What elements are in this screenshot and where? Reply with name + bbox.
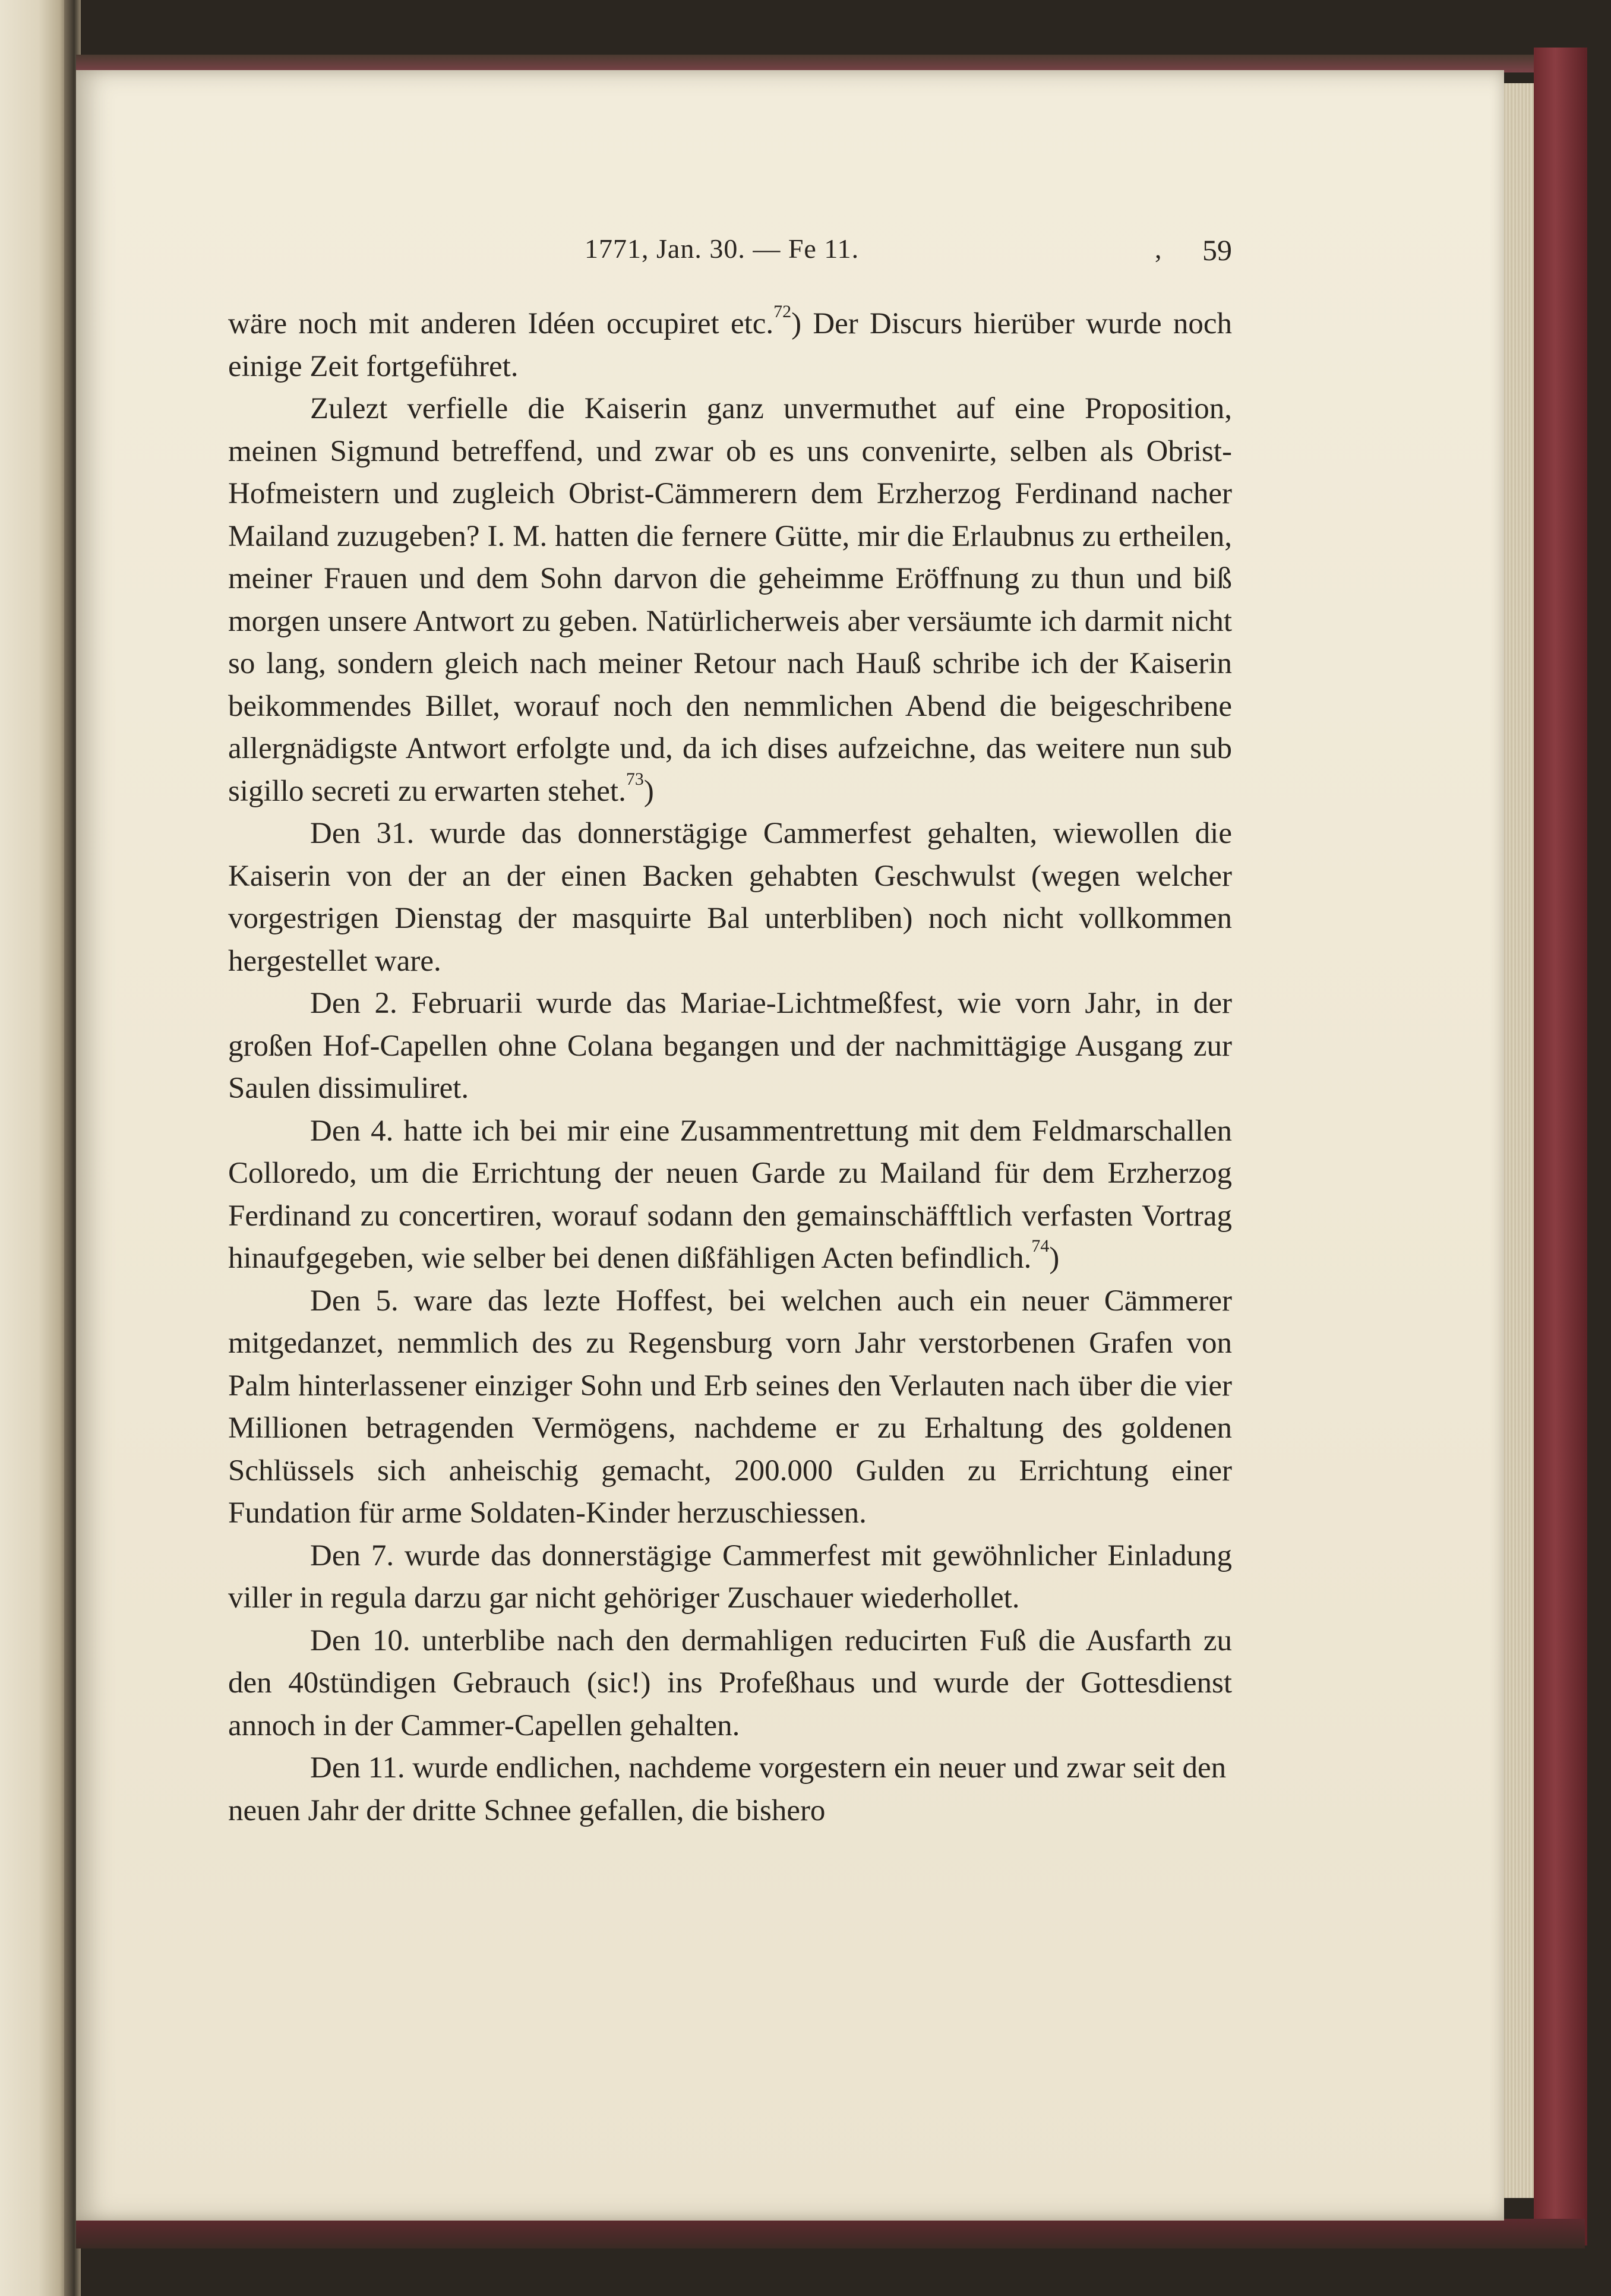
footnote-ref: 72 bbox=[773, 302, 792, 321]
paragraph: Den 10. unterblibe nach den dermahligen reducirten Fuß die Ausfarth zu den 40stündigen Gebrauch (sic!) ins Profeßhaus und wurde der Gottesdienst annoch in der Cammer-Capellen gehalten. bbox=[228, 1624, 1232, 1742]
paragraph: Den 5. ware das lezte Hoffest, bei welchen auch ein neuer Cämmerer mitgedanzet, nemmlich des zu Regensburg vorn Jahr verstorbenen Grafen von Palm hinterlassener einziger Sohn und Erb seines den Verlauten nach über die vier Millionen betragenden Vermögens, nachdeme er zu Erhaltung des goldenen Schlüssels sich anheischig gemacht, 200.000 Gulden zu Errichtung einer Fundation für arme Soldaten-Kinder herzuschiessen. bbox=[228, 1284, 1232, 1530]
paragraph: Zulezt verfielle die Kaiserin ganz unvermuthet auf eine Proposition, meinen Sigmund betreffend, und zwar ob es uns convenirte, selben als Obrist-Hofmeistern und zugleich Obrist-Cämmerern dem Erzherzog Ferdinand nacher Mailand zuzugeben? I. M. hatten die fernere Gütte, mir die Erlaubnus zu ertheilen, meiner Frauen und dem Sohn darvon die geheimme Eröffnung zu thun und biß morgen unsere Antwort zu geben. Natürlicherweis aber versäumte ich darmit nicht so lang, sondern gleich nach meiner Retour nach Hauß schribe ich der Kaiserin beikommendes Billet, worauf noch den nemmlichen Abend die beigeschribene allergnädigste Antwort erfolgte und, da ich dises aufzeichne, das weitere nun sub sigillo secreti zu erwarten stehet.$^{73}$) bbox=[228, 392, 1232, 808]
paragraph: Den 4. hatte ich bei mir eine Zusammentrettung mit dem Feldmarschallen Colloredo, um die Errichtung der neuen Garde zu Mailand für dem Erzherzog Ferdinand zu concertiren, worauf sodann den gemainschäfftlich verfasten Vortrag hinaufgegeben, wie selber bei denen dißfähligen Acten befindlich.$^{74}$) bbox=[228, 1114, 1232, 1275]
paragraph: Den 11. wurde endlichen, nachdeme vorgestern ein neuer und zwar seit den neuen Jahr der dritte Schnee gefallen, die bishero bbox=[228, 1751, 1227, 1827]
paragraph: wäre noch mit anderen Idéen occupiret etc.$^{72}$) Der Discurs hierüber wurde noch einige Zeit fortgeführet. bbox=[228, 302, 1232, 383]
running-head: 1771, Jan. 30. — Fe 11. bbox=[585, 233, 860, 264]
header-mark: , bbox=[1155, 233, 1162, 264]
book-cover-right bbox=[1534, 48, 1587, 2246]
footnote-ref: 73 bbox=[626, 769, 644, 789]
paragraph: Den 7. wurde das donnerstägige Cammerfest mit gewöhnlicher Einladung viller in regula darzu gar nicht gehöriger Zuschauer wiederhollet. bbox=[228, 1539, 1232, 1615]
footnote-ref: 74 bbox=[1031, 1236, 1050, 1256]
body-text bbox=[228, 303, 1232, 1832]
left-page-edge bbox=[0, 0, 70, 2296]
page-number: 59 bbox=[1202, 233, 1232, 267]
book-cover-bottom bbox=[76, 2219, 1585, 2248]
paragraph: Den 2. Februarii wurde das Mariae-Lichtmeßfest, wie vorn Jahr, in der großen Hof-Capellen ohne Colana begangen und der nachmittägige Ausgang zur Saulen dissimuliret. bbox=[228, 987, 1232, 1105]
paragraph: Den 31. wurde das donnerstägige Cammerfest gehalten, wiewollen die Kaiserin von der an der einen Backen gehabten Geschwulst (wegen welcher vorgestrigen Dienstag der masquirte Bal unterbliben) noch nicht vollkommen hergestellet ware. bbox=[228, 817, 1232, 978]
page-header bbox=[228, 233, 1232, 274]
